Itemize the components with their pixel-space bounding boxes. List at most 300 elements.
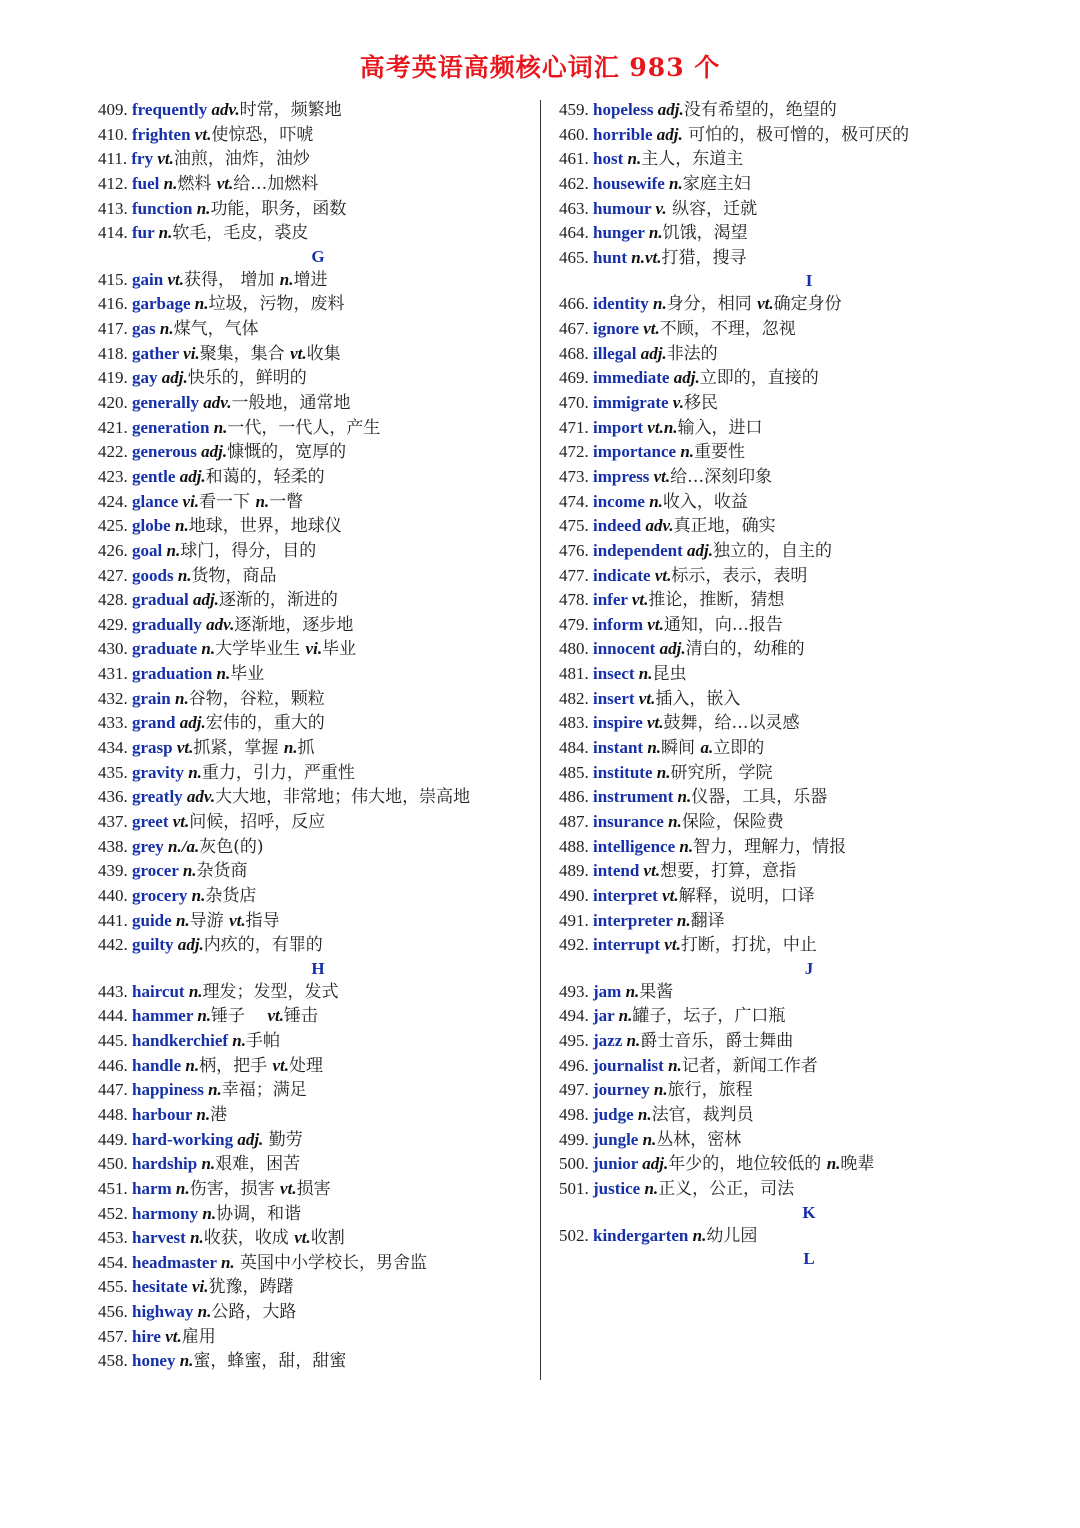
vocab-entry xyxy=(559,1128,1059,1153)
vocab-entry xyxy=(98,539,538,564)
vocab-entry xyxy=(559,98,1059,123)
part-of-speech: n. xyxy=(163,173,178,193)
part-of-speech: n. xyxy=(196,1104,211,1124)
part-of-speech: vt. xyxy=(294,1228,311,1248)
vocab-entry xyxy=(559,440,1059,465)
vocab-entry xyxy=(98,440,538,465)
entry-number: 457. xyxy=(98,1326,132,1346)
entry-definition: 指导 xyxy=(245,910,280,931)
entry-number: 423. xyxy=(98,466,132,486)
vocab-entry xyxy=(98,687,538,712)
part-of-speech: adj. xyxy=(659,639,686,659)
entry-word: indicate xyxy=(593,565,655,585)
entry-word: intend xyxy=(593,861,644,881)
part-of-speech: n. xyxy=(647,738,662,758)
vocab-entry xyxy=(559,465,1059,490)
entry-word: journey xyxy=(593,1080,654,1100)
part-of-speech: a. xyxy=(700,738,714,758)
entry-number: 410. xyxy=(98,124,132,144)
entry-definition: 打断，打扰，中止 xyxy=(680,935,817,956)
entry-word: insect xyxy=(593,664,639,684)
entry-word: happiness xyxy=(132,1080,209,1100)
vocab-entry xyxy=(559,123,1059,148)
entry-number: 481. xyxy=(559,664,593,684)
entry-definition: 饥饿，渴望 xyxy=(662,223,748,244)
entry-definition: 看一下 xyxy=(199,491,256,512)
section-letter: L xyxy=(803,1249,815,1269)
vocab-entry xyxy=(559,416,1059,441)
entry-number: 438. xyxy=(98,836,132,856)
vocab-entry xyxy=(98,933,538,958)
entry-word: innocent xyxy=(593,639,660,659)
entry-definition: 问候，招呼，反应 xyxy=(189,811,326,832)
right-column xyxy=(559,98,1059,1270)
vocab-entry xyxy=(98,637,538,662)
entry-word: frighten xyxy=(132,124,195,144)
entry-word: hammer xyxy=(132,1006,198,1026)
part-of-speech: n. xyxy=(191,885,206,905)
entry-word: grasp xyxy=(132,738,177,758)
vocab-entry xyxy=(98,147,538,172)
entry-number: 430. xyxy=(98,639,132,659)
entry-word: junior xyxy=(593,1154,643,1174)
entry-word: generally xyxy=(132,393,204,413)
part-of-speech: n. xyxy=(653,1080,668,1100)
entry-word: instant xyxy=(593,738,648,758)
vocab-entry xyxy=(559,1078,1059,1103)
part-of-speech: vt. xyxy=(631,590,649,610)
vocab-entry xyxy=(98,588,538,613)
part-of-speech: n. xyxy=(188,762,202,782)
entry-definition: 仪器，工具，乐器 xyxy=(691,787,828,808)
entry-number: 462. xyxy=(559,173,593,193)
entry-number: 485. xyxy=(559,762,593,782)
vocab-entry xyxy=(98,1128,538,1153)
entry-number: 465. xyxy=(559,247,593,267)
vocab-entry xyxy=(98,1004,538,1029)
entry-number: 489. xyxy=(559,861,593,881)
vocab-entry xyxy=(559,1004,1059,1029)
entry-definition: 非法的 xyxy=(666,343,718,364)
part-of-speech: adv. xyxy=(186,787,216,807)
part-of-speech: n. xyxy=(669,173,683,193)
entry-number: 426. xyxy=(98,540,132,560)
entry-definition: 给…加燃料 xyxy=(233,173,319,194)
vocab-entry xyxy=(98,123,538,148)
entry-number: 432. xyxy=(98,688,132,708)
entry-definition: 宏伟的，重大的 xyxy=(205,713,325,734)
part-of-speech: vt. xyxy=(643,861,661,881)
entry-number: 469. xyxy=(559,368,593,388)
entry-definition: 研究所，学院 xyxy=(670,762,773,783)
part-of-speech: adj. xyxy=(179,713,206,733)
part-of-speech: vt. xyxy=(272,1055,290,1075)
entry-number: 495. xyxy=(559,1031,593,1051)
entry-number: 409. xyxy=(98,100,132,119)
entry-word: haircut xyxy=(132,981,189,1001)
entry-definition: 纵容，迁就 xyxy=(666,198,758,219)
entry-definition: 主人，东道主 xyxy=(641,149,744,170)
entry-word: horrible xyxy=(593,124,657,144)
part-of-speech: n. xyxy=(201,1154,216,1174)
entry-definition: 时常，频繁地 xyxy=(239,100,342,120)
part-of-speech: n. xyxy=(197,1302,212,1322)
entry-number: 424. xyxy=(98,491,132,511)
part-of-speech: n.vt. xyxy=(631,247,662,267)
vocab-entry xyxy=(98,711,538,736)
entry-number: 434. xyxy=(98,738,132,758)
vocab-entry xyxy=(559,835,1059,860)
entry-word: garbage xyxy=(132,294,195,314)
entry-word: indeed xyxy=(593,516,646,536)
entry-definition: 通知，向…报告 xyxy=(663,614,783,635)
entry-number: 482. xyxy=(559,688,593,708)
entry-definition: 智力，理解力，情报 xyxy=(693,836,847,857)
entry-number: 491. xyxy=(559,910,593,930)
entry-number: 472. xyxy=(559,442,593,462)
part-of-speech: n. xyxy=(179,1351,194,1371)
entry-word: guilty xyxy=(132,935,178,955)
entry-word: hard-working xyxy=(132,1129,238,1149)
entry-definition: 推论，推断，猜想 xyxy=(648,590,785,611)
vocab-entry xyxy=(559,933,1059,958)
entry-number: 440. xyxy=(98,885,132,905)
entry-word: gather xyxy=(132,343,184,363)
entry-word: infer xyxy=(593,590,632,610)
entry-word: gradually xyxy=(132,614,207,634)
vocab-entry xyxy=(559,613,1059,638)
part-of-speech: n. xyxy=(648,223,663,243)
entry-definition: 逐渐的，渐进的 xyxy=(218,590,338,611)
entry-word: hardship xyxy=(132,1154,202,1174)
part-of-speech: vt. xyxy=(172,811,190,831)
part-of-speech: n. xyxy=(213,417,228,437)
vocab-entry xyxy=(98,342,538,367)
vocab-entry xyxy=(98,221,538,246)
part-of-speech: adj. xyxy=(237,1129,264,1149)
entry-definition: 货物，商品 xyxy=(191,565,277,586)
entry-definition: 一瞥 xyxy=(269,491,304,512)
section-letter: H xyxy=(311,958,325,978)
entry-word: grand xyxy=(132,713,180,733)
entry-word: grain xyxy=(132,688,175,708)
entry-word: gentle xyxy=(132,466,180,486)
entry-definition: 大大地，非常地；伟大地，崇高地 xyxy=(215,787,471,808)
entry-number: 436. xyxy=(98,787,132,807)
entry-number: 494. xyxy=(559,1006,593,1026)
entry-definition: 功能，职务，函数 xyxy=(210,198,347,219)
part-of-speech: adj. xyxy=(179,466,206,486)
entry-word: greet xyxy=(132,811,173,831)
part-of-speech: n. xyxy=(656,762,671,782)
vocab-entry xyxy=(559,687,1059,712)
part-of-speech: n. xyxy=(194,294,209,314)
part-of-speech: n. xyxy=(201,639,216,659)
vocab-entry xyxy=(559,1152,1059,1177)
part-of-speech: adj. xyxy=(656,124,683,144)
entry-number: 473. xyxy=(559,466,593,486)
entry-number: 450. xyxy=(98,1154,132,1174)
vocab-entry xyxy=(98,292,538,317)
entry-word: immigrate xyxy=(593,393,673,413)
entry-definition: 锤子 xyxy=(211,1006,268,1027)
section-letter: I xyxy=(805,271,813,291)
part-of-speech: adj. xyxy=(673,368,700,388)
entry-number: 443. xyxy=(98,981,132,1001)
part-of-speech: n./a. xyxy=(168,836,200,856)
part-of-speech: n. xyxy=(202,1203,217,1223)
part-of-speech: n. xyxy=(649,491,663,511)
entry-definition: 球门，得分，目的 xyxy=(180,540,317,561)
entry-word: gay xyxy=(132,368,162,388)
entry-number: 431. xyxy=(98,664,132,684)
entry-number: 421. xyxy=(98,417,132,437)
entry-definition: 重要性 xyxy=(694,442,746,463)
entry-word: insurance xyxy=(593,811,669,831)
entry-definition: 插入，嵌入 xyxy=(655,688,741,709)
entry-number: 487. xyxy=(559,811,593,831)
part-of-speech: n. xyxy=(174,688,189,708)
entry-number: 458. xyxy=(98,1351,132,1371)
vocab-entry xyxy=(559,588,1059,613)
part-of-speech: vt. xyxy=(664,935,681,955)
entry-number: 439. xyxy=(98,861,132,881)
part-of-speech: vt. xyxy=(194,124,212,144)
entry-number: 501. xyxy=(559,1178,593,1198)
part-of-speech: vt. xyxy=(647,614,664,634)
entry-number: 437. xyxy=(98,811,132,831)
entry-number: 477. xyxy=(559,565,593,585)
vocab-entry xyxy=(98,1349,538,1374)
entry-definition: 一般地，通常地 xyxy=(231,393,351,414)
part-of-speech: n. xyxy=(652,294,667,314)
part-of-speech: n. xyxy=(197,1006,212,1026)
vocab-entry xyxy=(559,246,1059,271)
entry-number: 502. xyxy=(559,1225,593,1245)
entry-word: importance xyxy=(593,442,681,462)
entry-number: 425. xyxy=(98,516,132,536)
entry-definition: 手帕 xyxy=(246,1031,281,1052)
entry-number: 468. xyxy=(559,343,593,363)
entry-number: 416. xyxy=(98,294,132,314)
vocab-entry xyxy=(98,98,538,123)
vocab-entry xyxy=(98,810,538,835)
entry-definition: 丛林，密林 xyxy=(656,1129,742,1150)
vocab-entry xyxy=(559,490,1059,515)
entry-definition: 内疚的，有罪的 xyxy=(203,935,323,956)
entry-number: 451. xyxy=(98,1178,132,1198)
part-of-speech: vi. xyxy=(182,491,200,511)
part-of-speech: vt. xyxy=(638,688,656,708)
entry-definition: 身分，相同 xyxy=(666,294,758,315)
vocab-entry xyxy=(559,859,1059,884)
part-of-speech: n. xyxy=(668,811,682,831)
entry-definition: 谷物，谷粒，颗粒 xyxy=(188,688,325,709)
vocab-entry xyxy=(98,1054,538,1079)
entry-word: impress xyxy=(593,466,654,486)
vocab-entry xyxy=(98,490,538,515)
entry-number: 492. xyxy=(559,935,593,955)
entry-word: frequently xyxy=(132,100,212,119)
part-of-speech: n. xyxy=(626,1031,641,1051)
vocab-entry xyxy=(559,197,1059,222)
part-of-speech: n. xyxy=(182,861,197,881)
entry-definition: 聚集，集合 xyxy=(199,343,291,364)
entry-number: 445. xyxy=(98,1031,132,1051)
vocab-entry xyxy=(559,785,1059,810)
vocab-entry xyxy=(559,637,1059,662)
part-of-speech: adj. xyxy=(657,100,684,119)
entry-word: interrupt xyxy=(593,935,665,955)
part-of-speech: n. xyxy=(279,269,294,289)
vocab-entry xyxy=(98,884,538,909)
entry-word: housewife xyxy=(593,173,670,193)
part-of-speech: n. xyxy=(625,981,640,1001)
entry-word: harmony xyxy=(132,1203,203,1223)
entry-word: gravity xyxy=(132,762,189,782)
part-of-speech: vt. xyxy=(647,713,664,733)
entry-definition: 垃圾，污物，废料 xyxy=(208,294,345,315)
vocab-entry xyxy=(98,909,538,934)
section-letter: J xyxy=(804,958,814,978)
vocab-entry xyxy=(98,197,538,222)
entry-definition: 雇用 xyxy=(181,1326,216,1347)
vocab-entry xyxy=(559,662,1059,687)
part-of-speech: vt. xyxy=(176,738,194,758)
part-of-speech: n. xyxy=(642,1129,657,1149)
part-of-speech: adj. xyxy=(177,935,204,955)
entry-word: justice xyxy=(593,1178,645,1198)
entry-number: 463. xyxy=(559,198,593,218)
part-of-speech: n. xyxy=(283,738,298,758)
vocab-entry xyxy=(98,1152,538,1177)
entry-definition: 地球，世界，地球仪 xyxy=(188,516,342,537)
vocab-entry xyxy=(559,292,1059,317)
vocab-entry xyxy=(559,172,1059,197)
part-of-speech: n. xyxy=(668,1055,682,1075)
entry-number: 475. xyxy=(559,516,593,536)
part-of-speech: n. xyxy=(188,981,203,1001)
entry-word: grocery xyxy=(132,885,192,905)
vocab-entry xyxy=(559,1177,1059,1202)
entry-word: humour xyxy=(593,198,656,218)
entry-definition: 煤气，气体 xyxy=(173,319,259,340)
vocab-entry xyxy=(98,1029,538,1054)
entry-definition: 不顾，不理，忽视 xyxy=(659,319,796,340)
column-divider xyxy=(540,100,541,1380)
entry-definition: 正义，公正，司法 xyxy=(658,1178,795,1199)
entry-word: identity xyxy=(593,294,653,314)
entry-word: inform xyxy=(593,614,648,634)
vocab-entry xyxy=(98,761,538,786)
entry-word: income xyxy=(593,491,650,511)
part-of-speech: vt. xyxy=(229,910,246,930)
left-column xyxy=(98,98,538,1374)
part-of-speech: vt.n. xyxy=(647,417,678,437)
entry-number: 441. xyxy=(98,910,132,930)
part-of-speech: adj. xyxy=(161,368,188,388)
part-of-speech: n. xyxy=(637,1104,652,1124)
vocab-entry xyxy=(98,1275,538,1300)
entry-word: hunger xyxy=(593,223,649,243)
entry-word: generation xyxy=(132,417,214,437)
entry-definition: 协调，和谐 xyxy=(216,1203,302,1224)
entry-definition: 确定身份 xyxy=(773,294,842,315)
part-of-speech: vt. xyxy=(290,343,307,363)
section-letter: G xyxy=(311,246,325,266)
entry-definition: 翻译 xyxy=(690,910,725,931)
part-of-speech: adj. xyxy=(201,442,228,462)
entry-definition: 没有希望的，绝望的 xyxy=(683,100,837,120)
entry-definition: 移民 xyxy=(683,393,718,414)
entry-word: graduate xyxy=(132,639,202,659)
entry-number: 414. xyxy=(98,223,132,243)
part-of-speech: n. xyxy=(638,664,653,684)
vocab-entry xyxy=(98,1251,538,1276)
entry-definition: 蜜，蜂蜜，甜，甜蜜 xyxy=(193,1351,347,1372)
entry-number: 446. xyxy=(98,1055,132,1075)
entry-number: 500. xyxy=(559,1154,593,1174)
entry-number: 442. xyxy=(98,935,132,955)
part-of-speech: vt. xyxy=(643,319,660,339)
entry-definition: 快乐的，鲜明的 xyxy=(187,368,307,389)
entry-definition: 使惊恐，吓唬 xyxy=(211,124,314,145)
entry-word: glance xyxy=(132,491,183,511)
entry-word: headmaster xyxy=(132,1252,221,1272)
entry-number: 470. xyxy=(559,393,593,413)
vocab-entry xyxy=(98,172,538,197)
entry-definition: 幼儿园 xyxy=(706,1225,758,1246)
part-of-speech: n. xyxy=(826,1154,841,1174)
part-of-speech: vi. xyxy=(183,343,200,363)
page-title: 高考英语高频核心词汇 983 个 xyxy=(359,53,721,82)
entry-word: honey xyxy=(132,1351,180,1371)
entry-definition: 果酱 xyxy=(639,981,674,1002)
part-of-speech: n. xyxy=(175,910,190,930)
entry-definition: 标示，表示，表明 xyxy=(671,565,808,586)
part-of-speech: adj. xyxy=(642,1154,669,1174)
entry-number: 444. xyxy=(98,1006,132,1026)
vocab-entry xyxy=(559,147,1059,172)
entry-word: inspire xyxy=(593,713,648,733)
entry-definition: 晚辈 xyxy=(840,1154,875,1175)
entry-definition: 处理 xyxy=(289,1055,324,1076)
vocab-entry xyxy=(98,1078,538,1103)
entry-definition: 独立的，自主的 xyxy=(712,540,832,561)
entry-word: jazz xyxy=(593,1031,627,1051)
vocab-entry xyxy=(559,317,1059,342)
entry-definition: 收割 xyxy=(310,1228,345,1249)
part-of-speech: vt. xyxy=(662,885,679,905)
entry-definition: 慷慨的，宽厚的 xyxy=(227,442,347,463)
entry-definition: 立即的，直接的 xyxy=(699,368,819,389)
part-of-speech: n. xyxy=(232,1031,247,1051)
entry-word: judge xyxy=(593,1104,638,1124)
entry-word: highway xyxy=(132,1302,198,1322)
vocab-entry xyxy=(98,317,538,342)
entry-definition: 真正地，确实 xyxy=(673,516,776,537)
vocab-entry xyxy=(98,1103,538,1128)
entry-definition: 勤劳 xyxy=(263,1129,303,1150)
entry-definition: 毕业 xyxy=(230,664,265,685)
vocab-entry xyxy=(98,1177,538,1202)
part-of-speech: n. xyxy=(175,1178,190,1198)
entry-number: 456. xyxy=(98,1302,132,1322)
entry-word: ignore xyxy=(593,319,644,339)
entry-definition: 油煎，油炸，油炒 xyxy=(173,149,310,170)
entry-number: 433. xyxy=(98,713,132,733)
part-of-speech: n. xyxy=(177,565,192,585)
